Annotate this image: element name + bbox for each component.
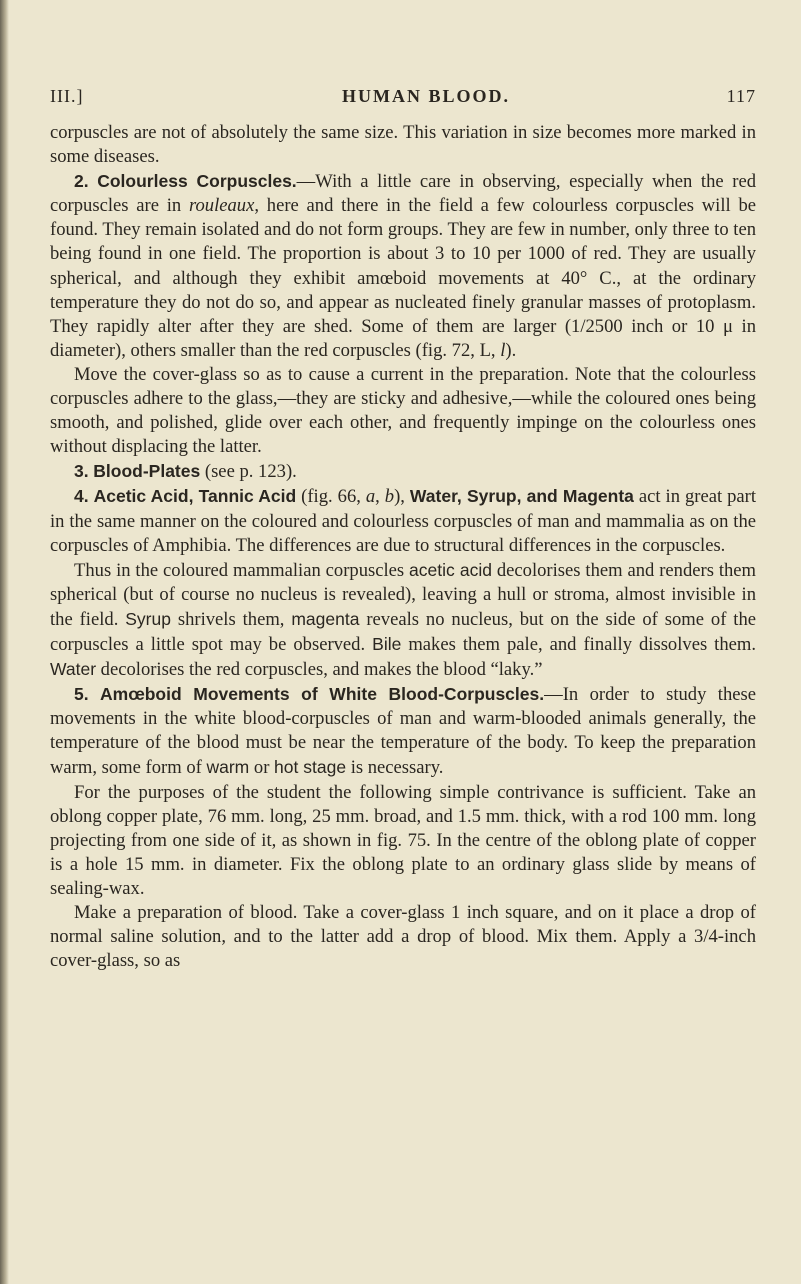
section-number: 4. — [74, 486, 89, 507]
paragraph-reagents: 4. Acetic Acid, Tannic Acid (fig. 66, a, b), Water, Syrup, and Magenta act in great part in the same manner on the coloured and colourless corpuscles of man and mammalia as on the corpuscles of Amphibia. The differences are due to structural differences in the corpuscles. — [50, 486, 757, 556]
running-title: HUMAN BLOOD. — [342, 86, 510, 106]
reagent-term: acetic acid — [409, 559, 492, 580]
paragraph: Thus in the coloured mammalian corpuscles acetic acid decolorises them and renders them spherical (but of course no nucleus is revealed), leaving a hull or stroma, almost invisible in the field. Syrup shrivels them, magenta reveals no nucleus, but on the side of some of the corpuscles a little spot may be observed. Bile makes them pale, and finally dissolves them. Water decolorises the red corpuscles, and makes the blood “laky.” — [50, 559, 757, 681]
section-heading: Colourless Corpuscles. — [97, 171, 297, 192]
paragraph-amoeboid-movements: 5. Amœboid Movements of White Blood-Corpuscles.—In order to study these movements in the white blood-corpuscles of man and warm-blooded animals generally, the temperature of the blood must be near the temperature of the body. To keep the preparation warm, some form of warm or hot stage is necessary. — [50, 684, 756, 779]
paragraph: Make a preparation of blood. Take a cover-glass 1 inch square, and on it place a drop of normal saline solution, and to the latter add a drop of blood. Mix them. Apply a 3/4-inch cover-glass, so as — [50, 902, 756, 972]
section-number: 3. — [74, 461, 89, 482]
section-heading: Amœboid Movements of White Blood-Corpuscles. — [100, 684, 545, 705]
fraction: 3/4 — [694, 926, 718, 948]
key-term: warm — [206, 757, 250, 778]
chapter-marker: III.] — [50, 86, 84, 106]
section-heading: Acetic Acid, Tannic Acid — [93, 486, 297, 507]
section-number: 5. — [74, 684, 89, 705]
paragraph-colourless-corpuscles: 2. Colourless Corpuscles.—With a little care in observing, especially when the red corpuscles are in rouleaux, here and there in the field a few colourless corpuscles will be found. They remain isolated and do not form groups. They are few in number, only three to ten being found in one field. The proportion is about 3 to 10 per 1000 of red. They are usually spherical, and although they exhibit amœboid movements at 40° C., at the ordinary temperature they do not do so, and appear as nucleated finely granular masses of protoplasm. They rapidly alter after they are shed. Some of them are larger (1/2500 inch or 10 μ in diameter), others smaller than the red corpuscles (fig. 72, L, l). — [50, 171, 756, 361]
body-text — [50, 121, 756, 973]
reagent-term: Bile — [372, 633, 402, 654]
paragraph: corpuscles are not of absolutely the same size. This variation in size becomes more marked in some diseases. — [50, 122, 756, 168]
page-number: 117 — [726, 86, 756, 106]
reagent-term: Water — [50, 659, 97, 680]
paragraph: For the purposes of the student the following simple contrivance is sufficient. Take an oblong copper plate, 76 mm. long, 25 mm. broad, and 1.5 mm. thick, with a rod 100 mm. long projecting from one side of it, as shown in fig. 75. In the centre of the oblong plate of copper is a hole 15 mm. in diameter. Fix the oblong plate to an ordinary glass slide by means of sealing-wax. — [50, 781, 756, 899]
reagent-term: magenta — [291, 608, 360, 629]
running-header — [50, 86, 756, 112]
key-term: hot stage — [274, 757, 347, 778]
section-number: 2. — [74, 171, 89, 192]
reagent-term: Syrup — [125, 608, 171, 629]
paragraph: Move the cover-glass so as to cause a current in the preparation. Note that the colourless corpuscles adhere to the glass,—they are sticky and adhesive,—while the coloured ones being smooth, and polished, glide over each other, and frequently impinge on the colourless ones without displacing the latter. — [50, 363, 756, 458]
section-heading: Water, Syrup, and Magenta — [409, 486, 634, 507]
fraction: 1/2500 — [571, 315, 623, 337]
page-binding-edge — [0, 0, 9, 1284]
section-heading: Blood-Plates — [93, 461, 201, 482]
paragraph-blood-plates: 3. Blood-Plates (see p. 123). — [74, 461, 297, 483]
